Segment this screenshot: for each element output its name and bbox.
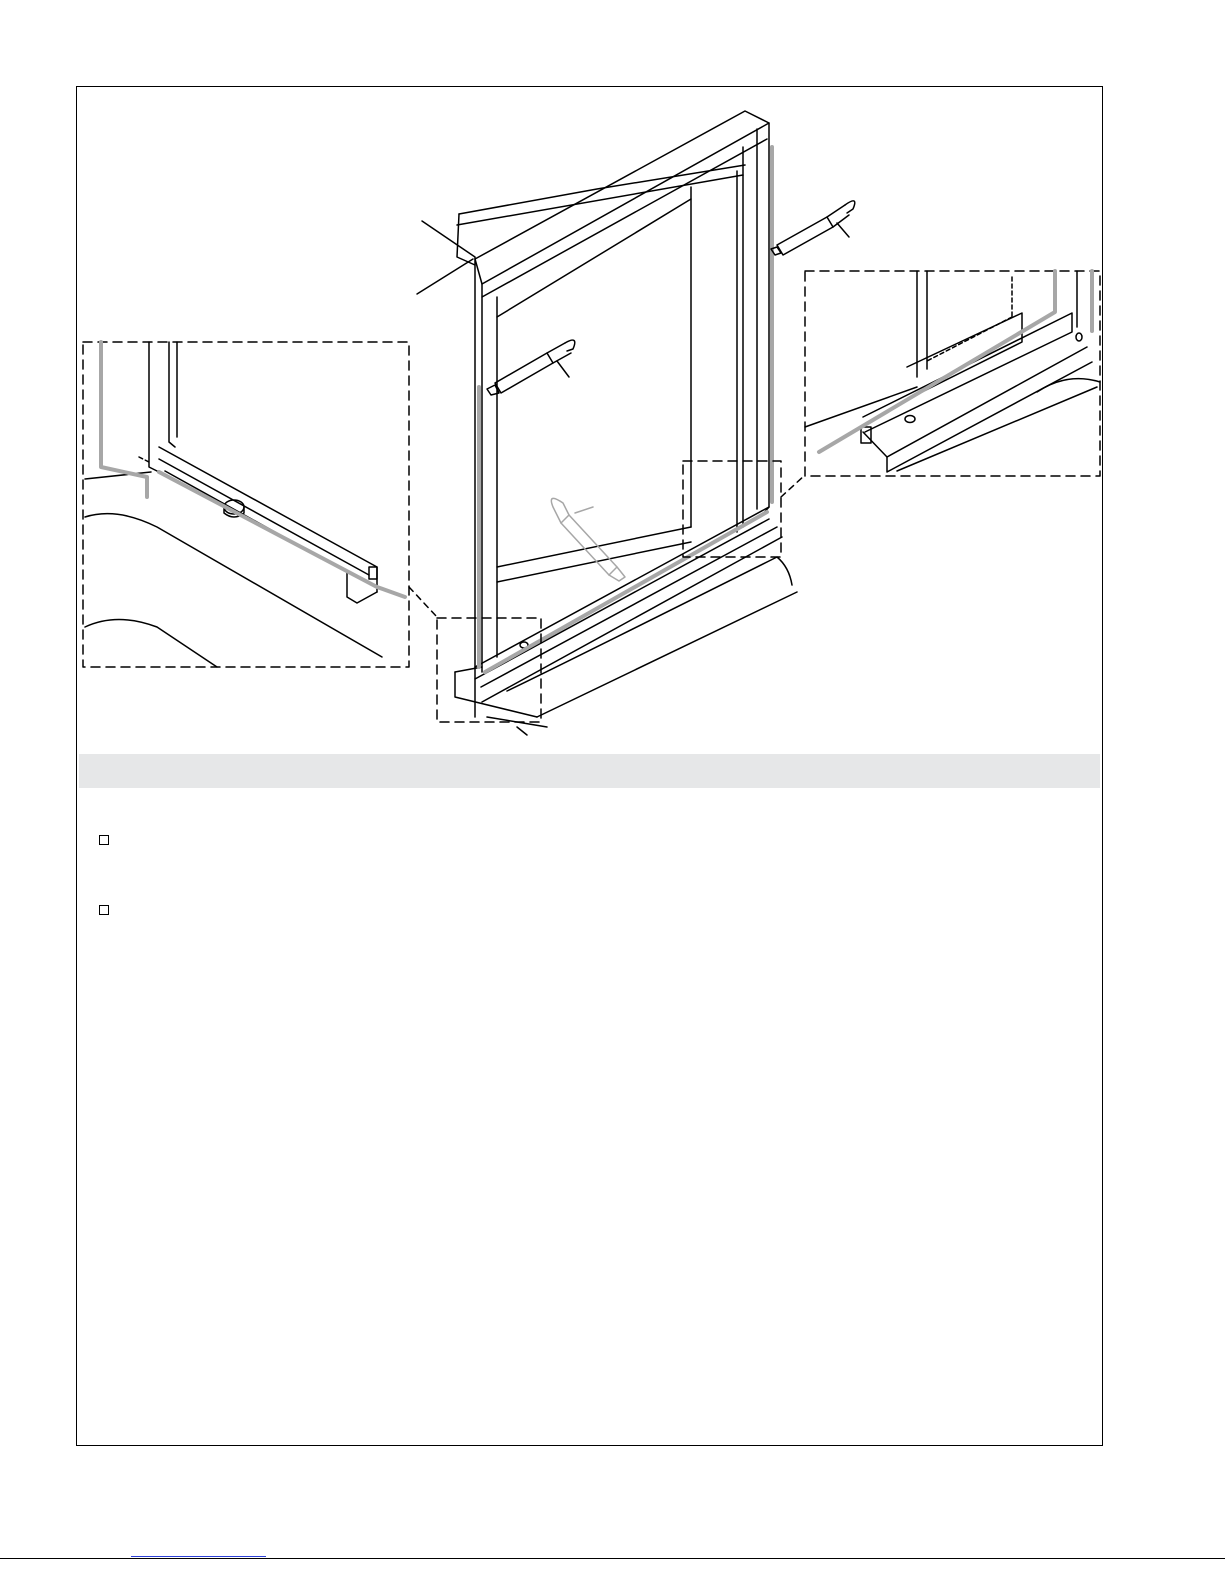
- installation-illustration: [77, 87, 1102, 754]
- step-header-bar: [79, 754, 1100, 788]
- instruction-panel: [76, 86, 1103, 1446]
- checkbox-icon[interactable]: [99, 835, 109, 845]
- instruction-checklist: [99, 829, 1079, 969]
- detail-inset-right: [805, 271, 1100, 476]
- footer-link-underline[interactable]: [131, 1556, 266, 1557]
- door-frame: [417, 111, 797, 735]
- checklist-item: [99, 829, 1079, 899]
- caulk-gun-icon: [771, 201, 855, 255]
- caulk-gun-icon: [487, 340, 575, 395]
- footer-divider: [0, 1558, 1225, 1559]
- checklist-item: [99, 899, 1079, 969]
- checkbox-icon[interactable]: [99, 905, 109, 915]
- detail-inset-left: [83, 342, 409, 667]
- sealant-beads: [479, 147, 772, 672]
